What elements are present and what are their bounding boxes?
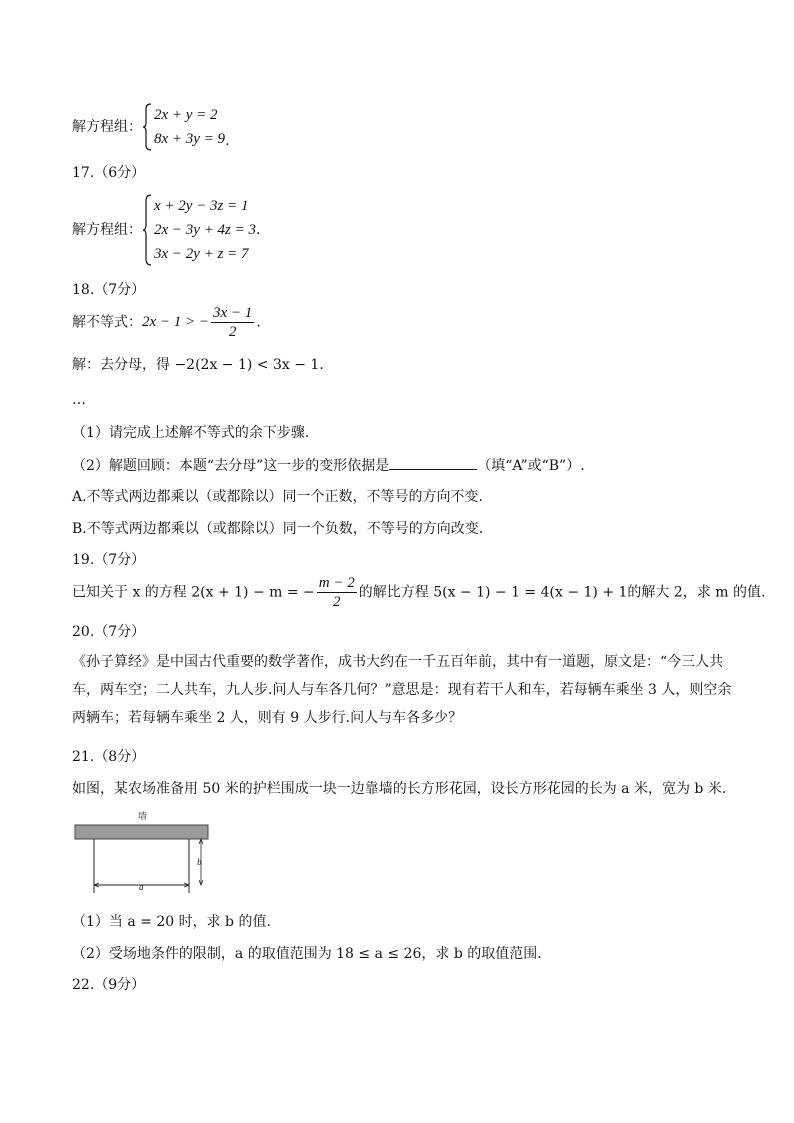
q19-header: 19.（7分） xyxy=(72,552,146,568)
q18-part-2 xyxy=(72,455,585,476)
q21-part-1: （1）当 a = 20 时，求 b 的值. xyxy=(72,914,271,930)
q18-ellipsis: … xyxy=(72,392,86,408)
q16-period: . xyxy=(225,133,230,149)
a-label: a xyxy=(139,882,144,892)
q16-equation-1: 2x + y = 2 xyxy=(154,107,218,123)
q19-fraction xyxy=(317,574,357,611)
q17-equation-2: 2x − 3y + 4z = 3 xyxy=(154,222,257,238)
q21-problem-text: 如图，某农场准备用 50 米的护栏围成一块一边靠墙的长方形花园，设长方形花园的长为 a 米，宽为 b 米. xyxy=(72,781,727,797)
q17-equation-system xyxy=(142,194,256,266)
q20-header: 20.（7分） xyxy=(72,624,146,640)
left-brace-icon xyxy=(142,103,152,151)
q21-header: 21.（8分） xyxy=(72,749,146,765)
q21-part-2: （2）受场地条件的限制，a 的取值范围为 18 ≤ a ≤ 26，求 b 的取值范围. xyxy=(72,946,542,962)
q19-fraction-denominator: 2 xyxy=(333,594,341,610)
q18-header: 18.（7分） xyxy=(72,282,146,298)
q21-figure xyxy=(72,808,212,900)
q18-part-2-text: （2）解题回顾：本题“去分母”这一步的变形依据是 xyxy=(72,458,390,474)
q18-fraction xyxy=(211,304,254,341)
q17-system xyxy=(72,194,260,266)
q18-option-b: B.不等式两边都乘以（或都除以）同一个负数，不等号的方向改变. xyxy=(72,521,484,537)
q16-prefix: 解方程组： xyxy=(72,119,142,135)
q17-equation-3: 3x − 2y + z = 7 xyxy=(154,246,249,262)
q17-equation-1: x + 2y − 3z = 1 xyxy=(154,198,249,214)
q19-fraction-numerator: m − 2 xyxy=(318,575,355,591)
b-label: b xyxy=(197,857,202,867)
q18-period: . xyxy=(256,314,261,331)
q19-text-a: 已知关于 x 的方程 2(x + 1) − m = − xyxy=(72,584,315,601)
q19-text-b: 的解比方程 5(x − 1) − 1 = 4(x − 1) + 1的解大 2，求 m 的值. xyxy=(358,584,766,601)
q18-prefix: 解不等式： xyxy=(72,314,142,331)
q17-header: 17.（6分） xyxy=(72,165,146,181)
q16-equation-2: 8x + 3y = 9 xyxy=(154,131,226,147)
q18-fraction-denominator: 2 xyxy=(228,324,237,340)
wall-shape xyxy=(75,825,208,839)
q18-part-2-tail: （填“A”或“B”）. xyxy=(477,458,585,474)
q22-header: 22.（9分） xyxy=(72,977,146,993)
q18-lhs: 2x − 1 > − xyxy=(142,314,210,330)
wall-label: 墙 xyxy=(138,812,148,822)
q18-option-a: A.不等式两边都乘以（或都除以）同一个正数，不等号的方向不变. xyxy=(72,489,484,505)
left-brace-icon xyxy=(142,194,152,266)
q18-fraction-numerator: 3x − 1 xyxy=(213,305,253,321)
answer-blank[interactable] xyxy=(389,455,477,470)
q18-part-1: （1）请完成上述解不等式的余下步骤. xyxy=(72,425,310,441)
q20-problem-text: 《孙子算经》是中国古代重要的数学著作，成书大约在一千五百年前，其中有一道题，原文是：“今三人共车，两车空；二人共车，九人步.问人与车各几何？”意思是：现有若干人和车，若每辆车乘坐 3 人，则空余两辆车；若每辆车乘坐 2 人，则有 9 人步行.问人与车各多少？ xyxy=(72,654,732,726)
q16-system xyxy=(72,103,230,151)
q18-solution-step: 解：去分母，得 −2(2x − 1) < 3x − 1. xyxy=(72,357,324,373)
q18-inequality xyxy=(72,304,261,341)
q19-statement xyxy=(72,574,765,611)
q16-equation-system xyxy=(142,103,225,151)
q17-prefix: 解方程组： xyxy=(72,222,142,238)
q17-period: . xyxy=(256,222,261,238)
